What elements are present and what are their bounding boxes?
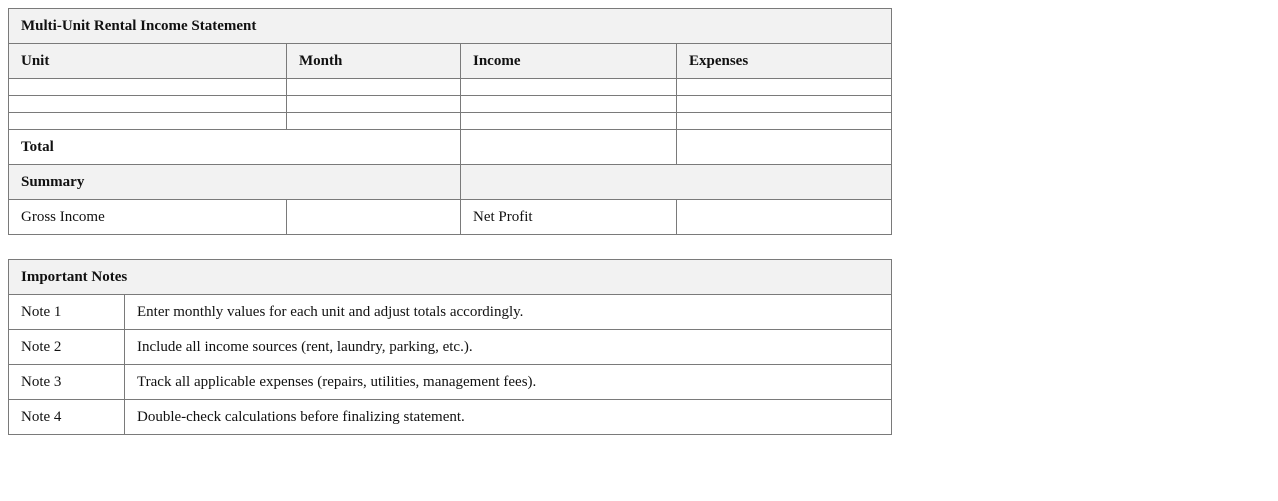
unit-cell[interactable] <box>9 79 287 96</box>
note-label: Note 4 <box>9 400 125 435</box>
income-cell[interactable] <box>461 79 677 96</box>
unit-cell[interactable] <box>9 96 287 113</box>
summary-label: Summary <box>9 165 461 200</box>
summary-header-fill <box>461 165 892 200</box>
note-row <box>9 330 892 365</box>
income-cell[interactable] <box>461 96 677 113</box>
header-income: Income <box>461 44 677 79</box>
note-text: Include all income sources (rent, laundry, parking, etc.). <box>125 330 892 365</box>
header-unit: Unit <box>9 44 287 79</box>
notes-title: Important Notes <box>9 260 892 295</box>
month-cell[interactable] <box>287 96 461 113</box>
header-expenses: Expenses <box>677 44 892 79</box>
header-month: Month <box>287 44 461 79</box>
note-label: Note 2 <box>9 330 125 365</box>
total-income-cell[interactable] <box>461 130 677 165</box>
note-row <box>9 295 892 330</box>
expenses-cell[interactable] <box>677 79 892 96</box>
note-row <box>9 365 892 400</box>
income-cell[interactable] <box>461 113 677 130</box>
net-profit-value[interactable] <box>677 200 892 235</box>
income-statement-table <box>8 8 892 235</box>
table-row <box>9 79 892 96</box>
notes-table <box>8 259 892 435</box>
net-profit-label: Net Profit <box>461 200 677 235</box>
gross-income-label: Gross Income <box>9 200 287 235</box>
month-cell[interactable] <box>287 113 461 130</box>
note-label: Note 3 <box>9 365 125 400</box>
expenses-cell[interactable] <box>677 96 892 113</box>
total-expenses-cell[interactable] <box>677 130 892 165</box>
statement-title: Multi-Unit Rental Income Statement <box>9 9 892 44</box>
gross-income-value[interactable] <box>287 200 461 235</box>
note-row <box>9 400 892 435</box>
month-cell[interactable] <box>287 79 461 96</box>
table-row <box>9 96 892 113</box>
table-row <box>9 113 892 130</box>
note-text: Double-check calculations before finalizing statement. <box>125 400 892 435</box>
note-text: Enter monthly values for each unit and adjust totals accordingly. <box>125 295 892 330</box>
unit-cell[interactable] <box>9 113 287 130</box>
note-text: Track all applicable expenses (repairs, utilities, management fees). <box>125 365 892 400</box>
note-label: Note 1 <box>9 295 125 330</box>
expenses-cell[interactable] <box>677 113 892 130</box>
total-label: Total <box>9 130 461 165</box>
